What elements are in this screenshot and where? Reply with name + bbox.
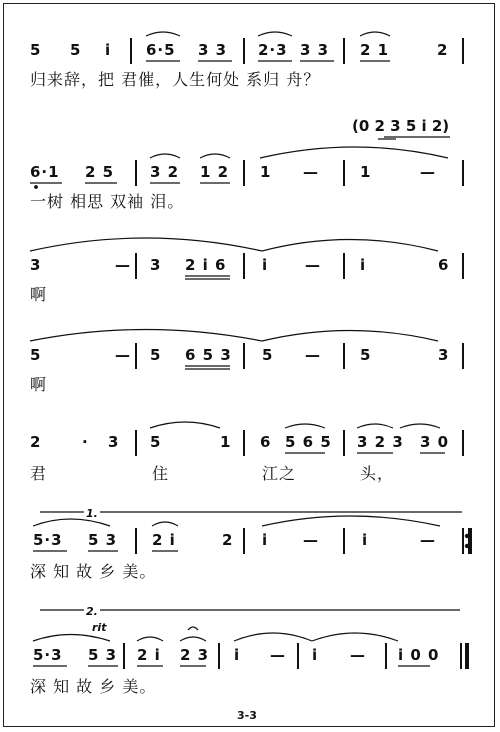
lyric-line: 归来辞，把 君催，人生何处 系归 舟？ (30, 70, 321, 89)
note: 5 (150, 433, 162, 451)
note: 3 (108, 433, 120, 451)
cue-notes: (0 2 3 5 i 2) (352, 117, 450, 135)
barline (135, 343, 137, 369)
barline (243, 38, 245, 64)
note: 3 0 (420, 433, 450, 451)
barline (297, 643, 299, 669)
note: 1 (360, 163, 372, 181)
barline (462, 343, 464, 369)
note: 2 3 (180, 646, 210, 664)
note: i (105, 41, 112, 59)
note: 3 (438, 346, 450, 364)
barline (343, 430, 345, 456)
note: 1 (220, 433, 232, 451)
note: i (362, 531, 369, 549)
barline (135, 160, 137, 186)
note: i (360, 256, 367, 274)
note: — (305, 256, 321, 274)
note: 5 (70, 41, 82, 59)
note: i (312, 646, 319, 664)
barline (343, 253, 345, 279)
lyric-line: 一树 相思 双袖 泪。 (30, 192, 185, 211)
note: 3 2 (150, 163, 180, 181)
note: 5 (360, 346, 372, 364)
notation-row (0, 40, 500, 70)
repeat-end-barline (462, 528, 472, 554)
note: 5 3 (88, 646, 118, 664)
note: 2·3 (258, 41, 288, 59)
note: 1 (260, 163, 272, 181)
lyric-word: 君 (30, 464, 48, 483)
barline (135, 253, 137, 279)
note: i (262, 256, 269, 274)
note: — (270, 646, 286, 664)
tempo-mark: rit (92, 621, 107, 634)
note: 1 2 (200, 163, 230, 181)
note: — (350, 646, 366, 664)
lyric-line: 啊 (30, 375, 48, 394)
note: 2 5 (85, 163, 115, 181)
notation-row (0, 255, 500, 285)
barline (243, 253, 245, 279)
barline (123, 643, 125, 669)
note: 2 (222, 531, 234, 549)
barline (130, 38, 132, 64)
lyric-word: 住 (152, 464, 170, 483)
note: 6 (438, 256, 450, 274)
barline (243, 160, 245, 186)
note: 2 i (137, 646, 161, 664)
barline (462, 38, 464, 64)
note: i (234, 646, 241, 664)
lyric-line: 深 知 故 乡 美。 (30, 562, 157, 581)
barline (218, 643, 220, 669)
note: 5 (150, 346, 162, 364)
lyric-line: 啊 (30, 285, 48, 304)
note: 2 1 (360, 41, 390, 59)
note: — (303, 531, 319, 549)
note: i 0 0 (398, 646, 440, 664)
notation-row (0, 645, 500, 675)
note: 3 2 3 (357, 433, 404, 451)
barline (135, 528, 137, 554)
barline (462, 253, 464, 279)
final-barline (460, 643, 469, 669)
note: 3 (150, 256, 162, 274)
barline (243, 430, 245, 456)
note: 6 5 3 (185, 346, 232, 364)
lyric-word: 江之 (262, 464, 297, 483)
note: — (115, 256, 131, 274)
barline (462, 160, 464, 186)
note: i (262, 531, 269, 549)
note: — (305, 346, 321, 364)
note: 5 6 5 (285, 433, 332, 451)
volta-label: 2. (86, 605, 98, 618)
barline (343, 343, 345, 369)
note: 5 (30, 346, 42, 364)
barline (243, 528, 245, 554)
note: 3 (30, 256, 42, 274)
barline (343, 160, 345, 186)
note: 3 3 (300, 41, 330, 59)
barline (385, 643, 387, 669)
note: — (420, 531, 436, 549)
note: 2 (30, 433, 42, 451)
note: 5·3 (33, 531, 63, 549)
barline (243, 343, 245, 369)
note: 3 3 (198, 41, 228, 59)
barline (343, 38, 345, 64)
page-number: 3-3 (237, 709, 257, 722)
note: 5 (262, 346, 274, 364)
note: 6 (260, 433, 272, 451)
lyric-word: 头， (360, 464, 395, 483)
note: 5 (30, 41, 42, 59)
note: — (303, 163, 319, 181)
notation-row (0, 432, 500, 462)
note: 2 i 6 (185, 256, 227, 274)
note: 2 i (152, 531, 176, 549)
notation-row (0, 530, 500, 560)
note: — (420, 163, 436, 181)
note: 2 (437, 41, 449, 59)
barline (343, 528, 345, 554)
note: · (82, 433, 89, 451)
notation-row (0, 162, 500, 192)
note: 5 3 (88, 531, 118, 549)
lyric-line: 深 知 故 乡 美。 (30, 677, 157, 696)
notation-row (0, 345, 500, 375)
volta-label: 1. (86, 507, 98, 520)
note: — (115, 346, 131, 364)
barline (135, 430, 137, 456)
note: 6·1 (30, 163, 60, 181)
barline (462, 430, 464, 456)
note: 6·5 (146, 41, 176, 59)
note: 5·3 (33, 646, 63, 664)
